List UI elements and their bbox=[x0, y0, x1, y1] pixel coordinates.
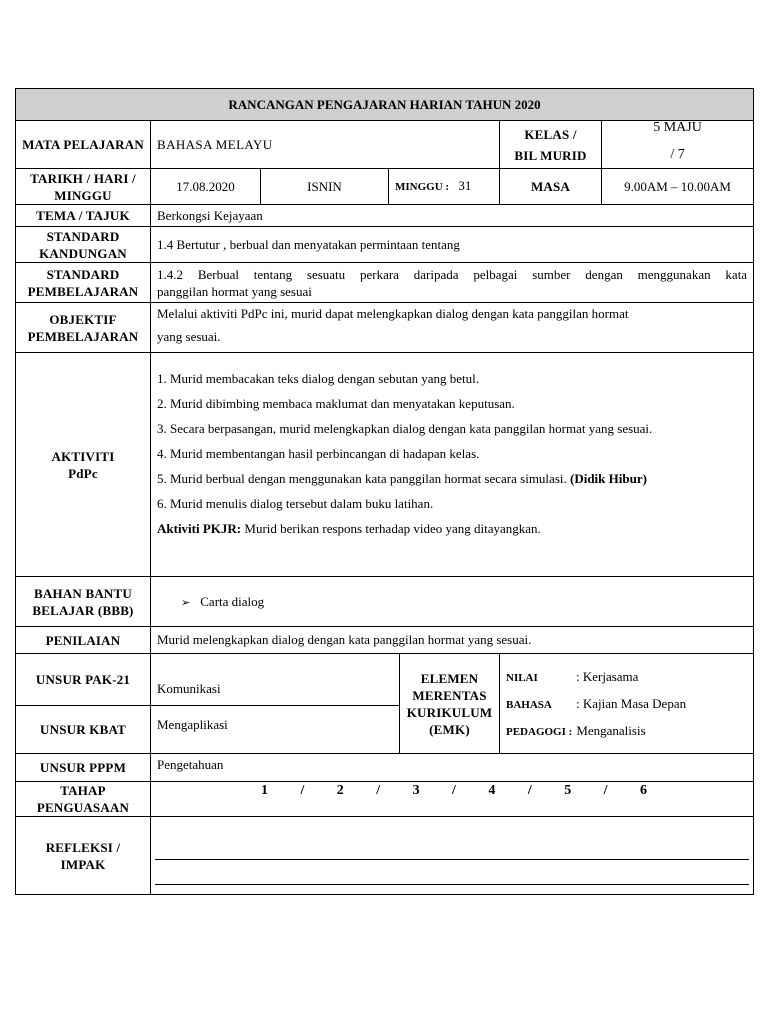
standard-pembelajaran-line1: 1.4.2 Berbual tentang sesuatu perkara daripada pelbagai sumber dengan menggunakan kata bbox=[157, 266, 748, 282]
kelas-label bbox=[500, 121, 602, 169]
kelas-label-line2: BIL MURID bbox=[514, 147, 587, 163]
tahap-label-line1: TAHAP bbox=[60, 783, 106, 798]
tahap-label bbox=[16, 782, 151, 817]
emk-label-line3: KURIKULUM bbox=[406, 704, 493, 720]
refleksi-area[interactable] bbox=[151, 817, 754, 895]
emk-label-line1: ELEMEN bbox=[420, 670, 479, 686]
tahap-sep-2: / bbox=[376, 783, 381, 798]
didik-hibur-tag: (Didik Hibur) bbox=[570, 471, 647, 486]
aktiviti-item-5 bbox=[157, 470, 747, 487]
tarikh-label-line1: TARIKH / HARI / bbox=[30, 170, 136, 186]
emk-label-line4: (EMK) bbox=[429, 721, 470, 737]
lesson-plan-table bbox=[15, 88, 754, 895]
minggu-value: 31 bbox=[458, 178, 472, 193]
mata-pelajaran-value: BAHASA MELAYU bbox=[151, 121, 500, 169]
pedagogi-value: Menganalisis bbox=[576, 723, 646, 738]
tahap-sep-3: / bbox=[452, 783, 456, 798]
pkjr-label: Aktiviti PKJR: bbox=[157, 521, 242, 536]
tema-label: TEMA / TAJUK bbox=[16, 205, 151, 227]
refleksi-line-1 bbox=[155, 859, 749, 860]
aktiviti-list bbox=[157, 370, 747, 537]
pppm-value: Pengetahuan bbox=[151, 754, 754, 782]
objektif-line2: yang sesuai. bbox=[157, 329, 221, 344]
tahap-sep-1: / bbox=[300, 783, 305, 798]
minggu-label: MINGGU : bbox=[395, 181, 450, 193]
nilai-value: : Kerjasama bbox=[576, 669, 639, 684]
pak21-label: UNSUR PAK-21 bbox=[16, 654, 151, 706]
minggu bbox=[389, 169, 500, 205]
standard-kandungan-label-line2: KANDUNGAN bbox=[39, 245, 127, 261]
tahap-sep-5: / bbox=[603, 783, 608, 798]
aktiviti-item-6: 6. Murid menulis dialog tersebut dalam buku latihan. bbox=[157, 496, 434, 511]
aktiviti-item-4: 4. Murid membentangan hasil perbincangan di hadapan kelas. bbox=[157, 446, 480, 461]
masa-label: MASA bbox=[500, 169, 602, 205]
tema-value: Berkongsi Kejayaan bbox=[151, 205, 754, 227]
aktiviti-item-2: 2. Murid dibimbing membaca maklumat dan menyatakan keputusan. bbox=[157, 396, 515, 411]
standard-kandungan-label-line1: STANDARD bbox=[46, 228, 120, 244]
emk-label-line2: MERENTAS bbox=[412, 687, 487, 703]
pedagogi-label: PEDAGOGI : bbox=[506, 726, 573, 738]
standard-kandungan-value: 1.4 Bertutur , berbual dan menyatakan permintaan tentang bbox=[151, 227, 754, 263]
objektif-label-line1: OBJEKTIF bbox=[49, 311, 117, 327]
bbb-value bbox=[151, 577, 754, 627]
standard-pembelajaran-label bbox=[16, 263, 151, 303]
aktiviti-pkjr bbox=[157, 520, 747, 537]
bahasa-value: : Kajian Masa Depan bbox=[576, 696, 687, 711]
kelas-label-line1: KELAS / bbox=[524, 126, 577, 142]
arrow-bullet-icon: ➢ bbox=[181, 595, 191, 609]
refleksi-label: REFLEKSI / IMPAK bbox=[16, 817, 151, 895]
objektif-label bbox=[16, 303, 151, 353]
kbat-value: Mengaplikasi bbox=[151, 706, 400, 754]
emk-bahasa bbox=[506, 695, 747, 714]
bil-murid: / 7 bbox=[670, 146, 685, 162]
tahap-level-4: 4 bbox=[488, 783, 496, 798]
standard-pembelajaran-label-line2: PEMBELAJARAN bbox=[27, 283, 139, 299]
standard-kandungan-label bbox=[16, 227, 151, 263]
tahap-label-line2: PENGUASAAN bbox=[36, 800, 130, 815]
penilaian-label: PENILAIAN bbox=[16, 627, 151, 654]
objektif-value bbox=[151, 303, 754, 353]
tahap-sep-4: / bbox=[527, 783, 532, 798]
aktiviti-item-1: 1. Murid membacakan teks dialog dengan sebutan yang betul. bbox=[157, 371, 480, 386]
pppm-label: UNSUR PPPM bbox=[16, 754, 151, 782]
standard-pembelajaran-value bbox=[151, 263, 754, 303]
mata-pelajaran-label: MATA PELAJARAN bbox=[16, 121, 151, 169]
emk-pedagogi bbox=[506, 722, 747, 741]
tahap-level-1: 1 bbox=[261, 783, 268, 798]
aktiviti-item-3: 3. Secara berpasangan, murid melengkapkan dialog dengan kata panggilan hormat yang sesuai. bbox=[157, 421, 653, 436]
masa-value: 9.00AM – 10.00AM bbox=[602, 169, 754, 205]
tahap-level-2: 2 bbox=[336, 783, 344, 798]
bahasa-label: BAHASA bbox=[506, 699, 552, 711]
objektif-label-line2: PEMBELAJARAN bbox=[27, 328, 139, 344]
emk-label bbox=[400, 654, 500, 754]
penilaian-value: Murid melengkapkan dialog dengan kata panggilan hormat yang sesuai. bbox=[151, 627, 754, 654]
bbb-label bbox=[16, 577, 151, 627]
tarikh-label-line2: MINGGU bbox=[54, 187, 112, 203]
tahap-level-5: 5 bbox=[564, 783, 572, 798]
aktiviti-label-line2: PdPc bbox=[68, 465, 98, 481]
bbb-label-line1: BAHAN BANTU bbox=[34, 585, 132, 601]
pkjr-text: Murid berikan respons terhadap video yang ditayangkan. bbox=[244, 521, 541, 536]
tahap-levels bbox=[151, 782, 754, 817]
emk-nilai bbox=[506, 668, 747, 687]
page-title: RANCANGAN PENGAJARAN HARIAN TAHUN 2020 bbox=[16, 89, 754, 121]
pak21-value: Komunikasi bbox=[151, 654, 400, 706]
kelas-name: 5 MAJU bbox=[653, 119, 702, 135]
bbb-item: Carta dialog bbox=[200, 593, 265, 609]
tahap-level-3: 3 bbox=[412, 783, 420, 798]
bbb-label-line2: BELAJAR (BBB) bbox=[32, 602, 134, 618]
tarikh-label bbox=[16, 169, 151, 205]
refleksi-line-2 bbox=[155, 884, 749, 885]
aktiviti-label-line1: AKTIVITI bbox=[51, 448, 115, 464]
kelas-value bbox=[602, 121, 754, 169]
kbat-label: UNSUR KBAT bbox=[16, 706, 151, 754]
aktiviti-label bbox=[16, 353, 151, 577]
nilai-label: NILAI bbox=[506, 672, 538, 684]
aktiviti-content bbox=[151, 353, 754, 577]
aktiviti-item-5-text: 5. Murid berbual dengan menggunakan kata panggilan hormat secara simulasi. bbox=[157, 471, 567, 486]
tahap-level-6: 6 bbox=[639, 783, 647, 798]
objektif-line1: Melalui aktiviti PdPc ini, murid dapat melengkapkan dialog dengan kata panggilan hormat bbox=[157, 306, 629, 321]
standard-pembelajaran-line2: panggilan hormat yang sesuai bbox=[157, 283, 312, 299]
emk-values bbox=[500, 654, 754, 754]
tahap-scale bbox=[157, 782, 747, 799]
tarikh-day: ISNIN bbox=[261, 169, 389, 205]
tarikh-date: 17.08.2020 bbox=[151, 169, 261, 205]
standard-pembelajaran-label-line1: STANDARD bbox=[46, 266, 120, 282]
